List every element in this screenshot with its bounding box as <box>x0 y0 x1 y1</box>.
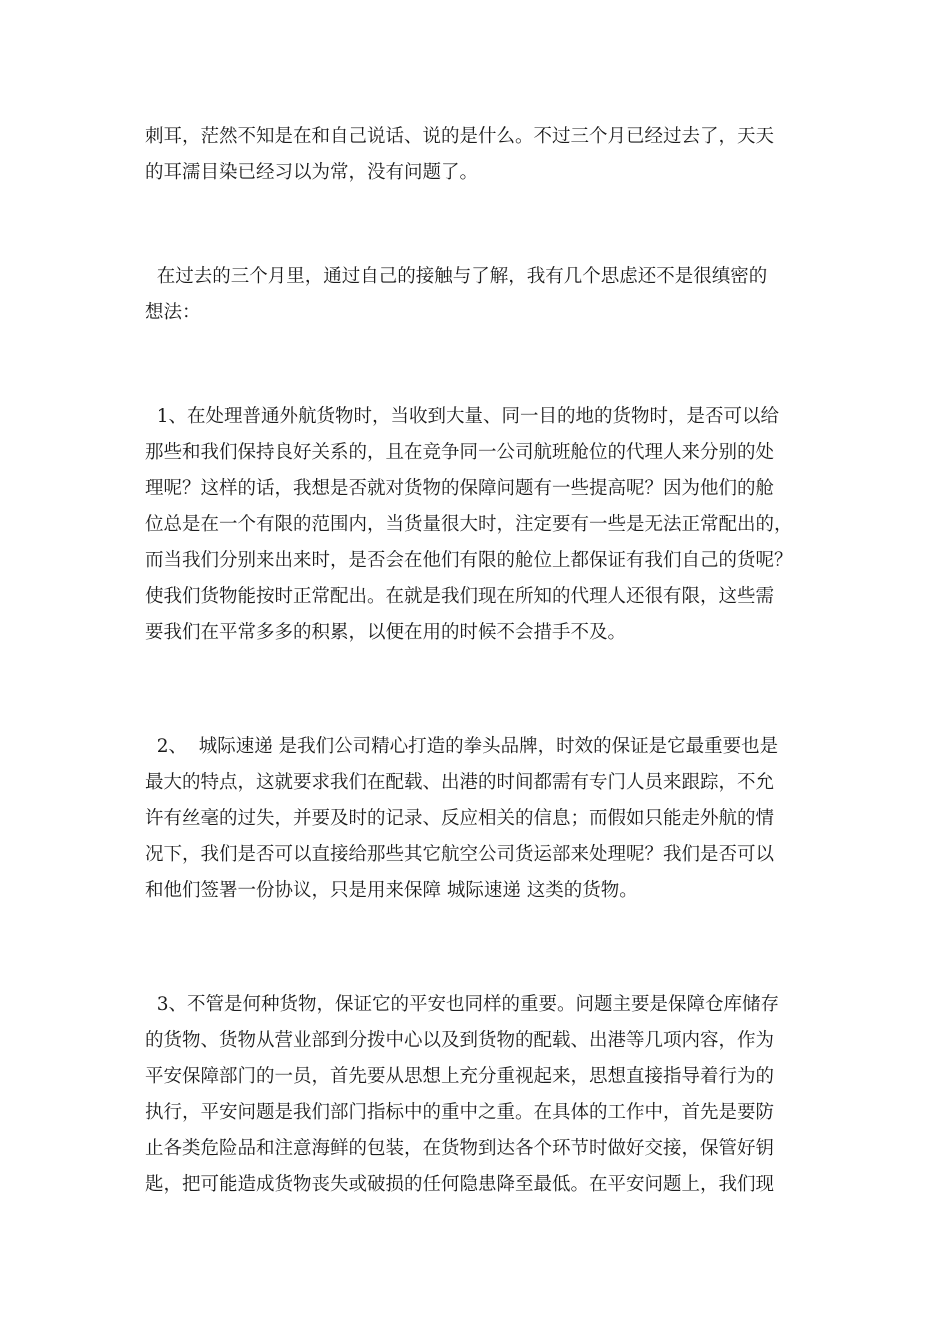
paragraph-1-line-1: 刺耳，茫然不知是在和自己说话、说的是什么。不过三个月已经过去了，天天 <box>145 126 775 147</box>
paragraph-4-line-2: 最大的特点，这就要求我们在配载、出港的时间都需有专门人员来跟踪，不允 <box>145 772 775 793</box>
paragraph-3-line-4: 位总是在一个有限的范围内，当货量很大时，注定要有一些是无法正常配出的， <box>145 514 793 535</box>
paragraph-3-line-2: 那些和我们保持良好关系的，且在竞争同一公司航班舱位的代理人来分别的处 <box>145 442 775 463</box>
paragraph-5-line-5: 止各类危险品和注意海鲜的包装，在货物到达各个环节时做好交接，保管好钥 <box>145 1138 775 1159</box>
paragraph-4-line-1: 2、 城际速递 是我们公司精心打造的拳头品牌，时效的保证是它最重要也是 <box>145 736 779 757</box>
paragraph-3-line-1: 1、在处理普通外航货物时，当收到大量、同一目的地的货物时，是否可以给 <box>145 406 780 427</box>
paragraph-5-line-4: 执行，平安问题是我们部门指标中的重中之重。在具体的工作中，首先是要防 <box>145 1102 775 1123</box>
paragraph-3-line-3: 理呢？这样的话，我想是否就对货物的保障问题有一些提高呢？因为他们的舱 <box>145 478 775 499</box>
paragraph-4-line-3: 许有丝毫的过失，并要及时的记录、反应相关的信息；而假如只能走外航的情 <box>145 808 775 829</box>
paragraph-3-line-7: 要我们在平常多多的积累，以便在用的时候不会措手不及。 <box>145 622 627 643</box>
paragraph-2-line-2: 想法： <box>145 302 201 323</box>
paragraph-2-line-1: 在过去的三个月里，通过自己的接触与了解，我有几个思虑还不是很缜密的 <box>145 266 768 287</box>
paragraph-5-line-6: 匙，把可能造成货物丧失或破损的任何隐患降至最低。在平安问题上，我们现 <box>145 1174 775 1195</box>
paragraph-5-line-1: 3、不管是何种货物，保证它的平安也同样的重要。问题主要是保障仓库储存 <box>145 994 780 1015</box>
paragraph-4-line-5: 和他们签署一份协议，只是用来保障 城际速递 这类的货物。 <box>145 880 638 901</box>
paragraph-5-line-3: 平安保障部门的一员，首先要从思想上充分重视起来，思想直接指导着行为的 <box>145 1066 775 1087</box>
paragraph-5-line-2: 的货物、货物从营业部到分拨中心以及到货物的配载、出港等几项内容，作为 <box>145 1030 775 1051</box>
paragraph-1-line-2: 的耳濡目染已经习以为常，没有问题了。 <box>145 162 479 183</box>
paragraph-4-line-4: 况下，我们是否可以直接给那些其它航空公司货运部来处理呢？我们是否可以 <box>145 844 775 865</box>
paragraph-3-line-6: 使我们货物能按时正常配出。在就是我们现在所知的代理人还很有限，这些需 <box>145 586 775 607</box>
paragraph-3-line-5: 而当我们分别来出来时，是否会在他们有限的舱位上都保证有我们自己的货呢？ <box>145 550 793 571</box>
